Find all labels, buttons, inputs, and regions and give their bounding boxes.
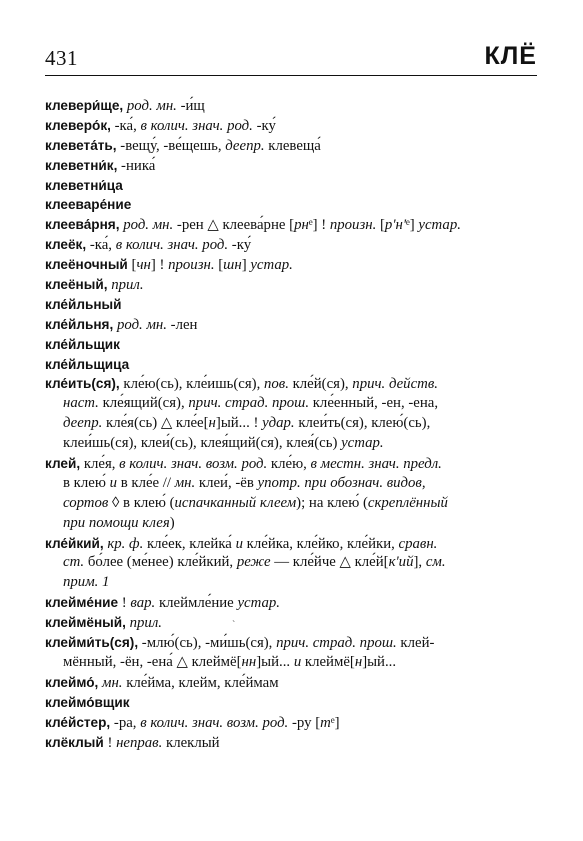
- entry-text: -и́щ: [176, 98, 205, 114]
- grammar-note: неправ.: [116, 734, 163, 751]
- entry-text: кле́ек, клейка́: [143, 535, 236, 552]
- grammar-note: скреплённый: [367, 494, 448, 511]
- headword: клевери́ще,: [45, 98, 124, 113]
- entry-line: [45, 613, 537, 633]
- headword: клеймо́,: [45, 674, 99, 690]
- entry-line: [45, 573, 537, 593]
- entry-text: в кле́е //: [117, 474, 175, 491]
- entry-text: [: [127, 257, 137, 274]
- grammar-note: сортов: [63, 494, 109, 511]
- entry-text: [: [214, 257, 224, 274]
- entry-text: ]ый... !: [215, 415, 263, 432]
- entry-text: ᵉ]: [406, 217, 419, 234]
- entry-text: -лен: [166, 316, 198, 333]
- headword: кле́йстер,: [45, 714, 111, 730]
- grammar-note: пов.: [263, 376, 289, 393]
- entry-line: [45, 454, 537, 474]
- entry-text: -ка́,: [86, 237, 116, 254]
- entry-text: ]ый...: [362, 653, 397, 670]
- entry-line: [45, 733, 537, 753]
- grammar-note: наст.: [63, 395, 99, 412]
- headword: клеёк,: [45, 237, 87, 253]
- headword: клеймёный,: [45, 615, 126, 631]
- entry-line: [45, 673, 537, 693]
- headword: кле́йльщик: [45, 336, 120, 352]
- entry-text: клеи́, -ёв: [195, 474, 258, 491]
- entry-line: [45, 394, 537, 414]
- entry-text: ): [169, 514, 175, 531]
- entry-text: -ку́: [252, 117, 276, 134]
- grammar-note: устар.: [237, 595, 280, 612]
- grammar-note: и: [235, 535, 243, 552]
- entry-line: [45, 176, 537, 196]
- entry-line: [45, 633, 537, 653]
- entry-text: !: [118, 595, 131, 612]
- entry-text: в клею́: [63, 474, 110, 491]
- headword: кле́йльщица: [45, 356, 130, 372]
- entry-line: [45, 434, 537, 454]
- entry-text: ],: [413, 554, 426, 571]
- grammar-note: мн.: [102, 674, 123, 691]
- grammar-note: прил.: [111, 277, 144, 294]
- stray-mark: ˋ: [232, 620, 236, 631]
- entry-line: [45, 315, 537, 335]
- grammar-note: т: [320, 714, 331, 731]
- headword: клеветни́ца: [45, 177, 123, 193]
- grammar-note: употр. при обознач. видов,: [257, 474, 426, 491]
- entry-text: клеймё[: [301, 653, 355, 670]
- grammar-note: нн: [241, 653, 257, 670]
- entry-text: -ку́: [228, 237, 252, 254]
- entry-text: кле́ящий(ся),: [98, 395, 189, 412]
- grammar-note: и: [293, 653, 302, 670]
- grammar-note: рн: [294, 217, 309, 234]
- grammar-note: устар.: [250, 257, 293, 274]
- headword: клееваре́ние: [45, 197, 132, 213]
- headword: клеймо́вщик: [45, 694, 130, 710]
- entry-text: [: [376, 217, 385, 234]
- grammar-note: в колич. знач. род.: [115, 237, 229, 254]
- entry-text: — кле́йче △ кле́й[: [270, 554, 389, 571]
- grammar-note: н: [354, 653, 363, 670]
- page-number: 431: [45, 46, 78, 70]
- entry-text: кле́йка, кле́йко, кле́йки,: [242, 535, 399, 552]
- grammar-note: реже: [236, 554, 271, 571]
- grammar-note: ст.: [63, 554, 85, 571]
- entry-text: клеи́шь(ся), клеи́(сь), клея́щий(ся), клея́(сь): [63, 435, 342, 452]
- entry-line: [45, 514, 537, 534]
- entry-line: [45, 156, 537, 176]
- grammar-note: вар.: [130, 595, 156, 612]
- entry-line: [45, 215, 537, 235]
- entries-column: [45, 96, 537, 752]
- grammar-note: и: [109, 474, 117, 491]
- entry-text: ◊ в клею́ (: [108, 494, 175, 511]
- headword: клёклый: [45, 734, 104, 750]
- grammar-note: кр. ф.: [107, 535, 144, 552]
- entry-text: кле́й(ся),: [288, 376, 353, 393]
- entry-text: клей-: [396, 635, 435, 652]
- entry-text: клеи́ть(ся), клею́(сь),: [294, 415, 431, 432]
- entry-line: [45, 136, 537, 156]
- grammar-note: шн: [223, 257, 242, 274]
- headword: клеёночный: [45, 257, 128, 273]
- entry-line: [45, 593, 537, 613]
- entry-text: клеймле́ние: [155, 595, 238, 612]
- grammar-note: н: [208, 415, 216, 432]
- headword: кле́йльный: [45, 296, 122, 312]
- entry-text: клевеща́: [264, 137, 321, 154]
- entry-text: !: [103, 734, 117, 751]
- entry-line: [45, 713, 537, 733]
- grammar-note: в местн. знач. предл.: [310, 456, 442, 473]
- grammar-note: произн.: [329, 217, 377, 234]
- headword: клейми́ть(ся),: [45, 635, 139, 651]
- entry-text: кле́я(сь) △ кле́е[: [102, 415, 209, 432]
- grammar-note: устар.: [418, 217, 461, 234]
- entry-line: [45, 116, 537, 136]
- page-header: [45, 42, 537, 72]
- entry-line: [45, 653, 537, 673]
- grammar-note: род. мн.: [126, 98, 177, 114]
- grammar-note: мн.: [174, 474, 196, 491]
- grammar-note: чн: [136, 257, 151, 274]
- grammar-note: род. мн.: [116, 316, 167, 333]
- entry-line: [45, 534, 537, 554]
- grammar-note: прил.: [129, 615, 162, 632]
- entry-line: [45, 275, 537, 295]
- headword: клеветни́к,: [45, 157, 118, 173]
- grammar-note: прич. страд. прош.: [188, 395, 310, 412]
- headword: клеёный,: [45, 277, 108, 293]
- headword: клеверо́к,: [45, 117, 111, 133]
- headword: клеева́рня,: [45, 217, 120, 233]
- entry-text: ] !: [150, 257, 169, 274]
- entry-text: клеклый: [162, 734, 220, 751]
- grammar-note: прич. страд. прош.: [276, 635, 397, 652]
- grammar-note: деепр.: [63, 415, 103, 432]
- running-head: КЛЁ: [484, 42, 537, 70]
- entry-line: [45, 494, 537, 514]
- grammar-note: в колич. знач. род.: [140, 117, 253, 134]
- entry-line: [45, 255, 537, 275]
- grammar-note: см.: [425, 554, 446, 571]
- grammar-note: р'н': [384, 217, 406, 234]
- entry-line: [45, 235, 537, 255]
- entry-text: кле́ю,: [267, 456, 311, 473]
- grammar-note: в колич. знач. возм. род.: [119, 456, 268, 473]
- entry-text: ]: [241, 257, 251, 274]
- grammar-note: деепр.: [225, 137, 265, 154]
- grammar-note: произн.: [168, 257, 215, 274]
- entry-text: -ра,: [110, 714, 141, 731]
- grammar-note: сравн.: [398, 535, 438, 552]
- entry-text: -вещу́, -ве́щешь,: [116, 137, 226, 154]
- entry-line: [45, 553, 537, 573]
- entry-text: -ру [: [288, 714, 321, 731]
- headword: кле́йкий,: [45, 535, 104, 551]
- entry-line: [45, 355, 537, 375]
- entry-text: кле́я,: [80, 456, 120, 473]
- entry-text: кле́йма, клейм, кле́ймам: [122, 674, 279, 691]
- entry-line: [45, 474, 537, 494]
- entry-text: мённый, -ён, -ена́ △ клеймё[: [63, 653, 242, 670]
- entry-line: [45, 96, 537, 116]
- headword: клей,: [45, 456, 81, 472]
- entry-text: кле́ю(сь), кле́ишь(ся),: [119, 376, 264, 393]
- grammar-note: устар.: [341, 435, 384, 452]
- entry-text: -млю́(сь), -ми́шь(ся),: [138, 635, 277, 652]
- grammar-note: к'ий: [388, 554, 414, 571]
- entry-line: [45, 374, 537, 394]
- entry-text: ); на клею́ (: [296, 494, 368, 511]
- grammar-note: в колич. знач. возм. род.: [140, 714, 289, 731]
- entry-line: [45, 335, 537, 355]
- entry-text: ᵉ]: [330, 714, 340, 731]
- headword: кле́ить(ся),: [45, 376, 120, 392]
- grammar-note: при помощи клея: [63, 514, 170, 531]
- grammar-note: прим. 1: [63, 574, 110, 591]
- entry-line: [45, 195, 537, 215]
- headword: клейме́ние: [45, 595, 119, 611]
- entry-line: [45, 295, 537, 315]
- entry-text: -рен △ клеева́рне [: [173, 217, 295, 234]
- entry-text: кле́енный, -ен, -ена,: [309, 395, 439, 412]
- entry-text: бо́лее (ме́нее) кле́йкий,: [84, 554, 237, 571]
- grammar-note: удар.: [262, 415, 295, 432]
- entry-text: ]ый...: [256, 653, 294, 670]
- headword: кле́йльня,: [45, 316, 114, 332]
- entry-line: [45, 414, 537, 434]
- entry-text: -ка́,: [110, 117, 141, 134]
- grammar-note: испачканный клеем: [174, 494, 297, 511]
- header-rule: [45, 75, 537, 76]
- grammar-note: прич. действ.: [352, 376, 438, 393]
- entry-text: -ника́: [117, 157, 156, 174]
- headword: клевета́ть,: [45, 137, 117, 153]
- entry-text: ᵉ] !: [308, 217, 330, 234]
- entry-line: [45, 693, 537, 713]
- grammar-note: род. мн.: [123, 217, 174, 234]
